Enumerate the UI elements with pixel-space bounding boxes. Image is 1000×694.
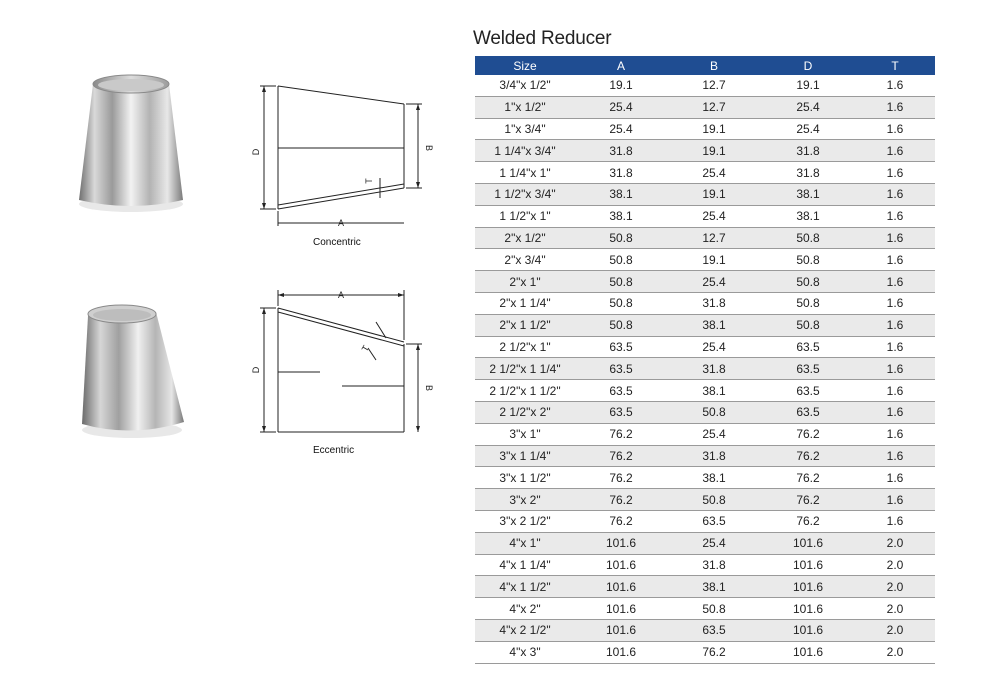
cell-a: 101.6 xyxy=(575,598,667,620)
concentric-dim-b: B xyxy=(424,144,434,152)
cell-t: 2.0 xyxy=(855,576,935,598)
header-size: Size xyxy=(475,56,575,75)
cell-t: 1.6 xyxy=(855,183,935,205)
cell-size: 1 1/2"x 3/4" xyxy=(475,183,575,205)
cell-b: 12.7 xyxy=(667,227,761,249)
table-header-row xyxy=(475,56,935,75)
cell-d: 63.5 xyxy=(761,380,855,402)
cell-b: 50.8 xyxy=(667,598,761,620)
cell-t: 1.6 xyxy=(855,249,935,271)
cell-b: 31.8 xyxy=(667,445,761,467)
table-row xyxy=(475,162,935,184)
cell-d: 25.4 xyxy=(761,118,855,140)
cell-t: 1.6 xyxy=(855,118,935,140)
cell-a: 19.1 xyxy=(575,75,667,96)
cell-t: 1.6 xyxy=(855,445,935,467)
cell-b: 25.4 xyxy=(667,423,761,445)
cell-t: 1.6 xyxy=(855,205,935,227)
cell-a: 50.8 xyxy=(575,271,667,293)
cell-a: 38.1 xyxy=(575,183,667,205)
concentric-diagram xyxy=(250,78,434,228)
eccentric-caption: Eccentric xyxy=(313,445,355,456)
cell-b: 12.7 xyxy=(667,75,761,96)
table-row xyxy=(475,445,935,467)
table-row xyxy=(475,423,935,445)
cell-b: 38.1 xyxy=(667,380,761,402)
concentric-dim-t: T xyxy=(364,178,374,184)
cell-t: 1.6 xyxy=(855,510,935,532)
cell-a: 25.4 xyxy=(575,118,667,140)
cell-a: 101.6 xyxy=(575,554,667,576)
table-row xyxy=(475,96,935,118)
table-row xyxy=(475,140,935,162)
cell-a: 50.8 xyxy=(575,249,667,271)
cell-t: 1.6 xyxy=(855,336,935,358)
cell-a: 101.6 xyxy=(575,641,667,663)
eccentric-dim-t: T xyxy=(359,343,372,354)
table-row xyxy=(475,314,935,336)
cell-a: 101.6 xyxy=(575,576,667,598)
table-row xyxy=(475,641,935,663)
cell-t: 1.6 xyxy=(855,292,935,314)
cell-size: 2"x 1 1/4" xyxy=(475,292,575,314)
table-row xyxy=(475,75,935,96)
cell-b: 31.8 xyxy=(667,358,761,380)
cell-a: 50.8 xyxy=(575,292,667,314)
page-title: Welded Reducer xyxy=(473,28,612,49)
cell-b: 25.4 xyxy=(667,162,761,184)
cell-d: 19.1 xyxy=(761,75,855,96)
table-row xyxy=(475,380,935,402)
cell-size: 2"x 1/2" xyxy=(475,227,575,249)
table-row xyxy=(475,532,935,554)
cell-size: 3/4"x 1/2" xyxy=(475,75,575,96)
welded-reducer-table xyxy=(475,56,935,664)
table-row xyxy=(475,118,935,140)
cell-d: 101.6 xyxy=(761,641,855,663)
header-t: T xyxy=(855,56,935,75)
cell-size: 2"x 3/4" xyxy=(475,249,575,271)
table-row xyxy=(475,249,935,271)
cell-size: 4"x 3" xyxy=(475,641,575,663)
cell-t: 1.6 xyxy=(855,489,935,511)
cell-size: 2"x 1 1/2" xyxy=(475,314,575,336)
cell-t: 1.6 xyxy=(855,75,935,96)
cell-d: 101.6 xyxy=(761,532,855,554)
table-row xyxy=(475,576,935,598)
cell-size: 1"x 3/4" xyxy=(475,118,575,140)
cell-a: 50.8 xyxy=(575,314,667,336)
cell-b: 19.1 xyxy=(667,118,761,140)
cell-a: 63.5 xyxy=(575,401,667,423)
concentric-dim-d: D xyxy=(251,148,261,156)
cell-b: 31.8 xyxy=(667,554,761,576)
table-row xyxy=(475,489,935,511)
table-row xyxy=(475,619,935,641)
cell-size: 4"x 1 1/4" xyxy=(475,554,575,576)
cell-t: 1.6 xyxy=(855,423,935,445)
cell-b: 19.1 xyxy=(667,183,761,205)
cell-a: 63.5 xyxy=(575,358,667,380)
cell-size: 2 1/2"x 1 1/2" xyxy=(475,380,575,402)
cell-b: 25.4 xyxy=(667,205,761,227)
table-row xyxy=(475,358,935,380)
eccentric-dim-b: B xyxy=(424,384,434,392)
cell-d: 63.5 xyxy=(761,336,855,358)
cell-t: 1.6 xyxy=(855,96,935,118)
cell-size: 3"x 2 1/2" xyxy=(475,510,575,532)
table-row xyxy=(475,467,935,489)
table-row xyxy=(475,554,935,576)
cell-t: 1.6 xyxy=(855,467,935,489)
cell-b: 76.2 xyxy=(667,641,761,663)
cell-size: 4"x 1" xyxy=(475,532,575,554)
cell-size: 4"x 2" xyxy=(475,598,575,620)
cell-t: 2.0 xyxy=(855,598,935,620)
cell-d: 76.2 xyxy=(761,489,855,511)
cell-t: 2.0 xyxy=(855,532,935,554)
cell-d: 63.5 xyxy=(761,358,855,380)
cell-size: 4"x 1 1/2" xyxy=(475,576,575,598)
cell-t: 1.6 xyxy=(855,314,935,336)
cell-b: 63.5 xyxy=(667,619,761,641)
cell-d: 76.2 xyxy=(761,467,855,489)
table-row xyxy=(475,227,935,249)
eccentric-dim-a: A xyxy=(337,290,345,300)
cell-d: 50.8 xyxy=(761,227,855,249)
cell-d: 38.1 xyxy=(761,183,855,205)
cell-b: 19.1 xyxy=(667,140,761,162)
cell-d: 31.8 xyxy=(761,140,855,162)
cell-size: 3"x 2" xyxy=(475,489,575,511)
cell-t: 1.6 xyxy=(855,162,935,184)
table-row xyxy=(475,401,935,423)
cell-t: 1.6 xyxy=(855,140,935,162)
cell-a: 31.8 xyxy=(575,140,667,162)
cell-a: 63.5 xyxy=(575,336,667,358)
cell-a: 76.2 xyxy=(575,467,667,489)
cell-a: 38.1 xyxy=(575,205,667,227)
eccentric-diagram xyxy=(250,286,434,436)
cell-d: 38.1 xyxy=(761,205,855,227)
cell-b: 25.4 xyxy=(667,532,761,554)
cell-t: 1.6 xyxy=(855,358,935,380)
concentric-caption: Concentric xyxy=(313,237,361,248)
cell-d: 76.2 xyxy=(761,510,855,532)
cell-size: 4"x 2 1/2" xyxy=(475,619,575,641)
cell-d: 101.6 xyxy=(761,576,855,598)
cell-a: 63.5 xyxy=(575,380,667,402)
cell-a: 31.8 xyxy=(575,162,667,184)
cell-a: 50.8 xyxy=(575,227,667,249)
table-row xyxy=(475,336,935,358)
cell-size: 2 1/2"x 1 1/4" xyxy=(475,358,575,380)
concentric-reducer-photo xyxy=(76,72,186,214)
cell-a: 76.2 xyxy=(575,423,667,445)
table-row xyxy=(475,510,935,532)
cell-b: 12.7 xyxy=(667,96,761,118)
cell-d: 63.5 xyxy=(761,401,855,423)
header-a: A xyxy=(575,56,667,75)
cell-a: 101.6 xyxy=(575,532,667,554)
cell-d: 50.8 xyxy=(761,292,855,314)
table-row xyxy=(475,205,935,227)
cell-b: 38.1 xyxy=(667,467,761,489)
cell-d: 50.8 xyxy=(761,314,855,336)
cell-b: 50.8 xyxy=(667,401,761,423)
cell-b: 19.1 xyxy=(667,249,761,271)
cell-b: 63.5 xyxy=(667,510,761,532)
cell-size: 2 1/2"x 1" xyxy=(475,336,575,358)
cell-t: 1.6 xyxy=(855,227,935,249)
cell-d: 76.2 xyxy=(761,423,855,445)
table-row xyxy=(475,183,935,205)
cell-b: 25.4 xyxy=(667,271,761,293)
cell-d: 101.6 xyxy=(761,619,855,641)
cell-b: 25.4 xyxy=(667,336,761,358)
table-row xyxy=(475,598,935,620)
cell-t: 1.6 xyxy=(855,380,935,402)
cell-t: 2.0 xyxy=(855,554,935,576)
cell-a: 101.6 xyxy=(575,619,667,641)
cell-t: 2.0 xyxy=(855,641,935,663)
eccentric-dim-d: D xyxy=(251,366,261,374)
cell-d: 25.4 xyxy=(761,96,855,118)
cell-d: 50.8 xyxy=(761,249,855,271)
cell-size: 3"x 1 1/4" xyxy=(475,445,575,467)
eccentric-reducer-photo xyxy=(80,298,190,440)
cell-size: 1"x 1/2" xyxy=(475,96,575,118)
table-body xyxy=(475,75,935,663)
cell-a: 76.2 xyxy=(575,489,667,511)
cell-size: 3"x 1" xyxy=(475,423,575,445)
table-row xyxy=(475,292,935,314)
cell-size: 2"x 1" xyxy=(475,271,575,293)
cell-a: 76.2 xyxy=(575,510,667,532)
cell-d: 101.6 xyxy=(761,554,855,576)
cell-d: 76.2 xyxy=(761,445,855,467)
cell-size: 2 1/2"x 2" xyxy=(475,401,575,423)
cell-d: 50.8 xyxy=(761,271,855,293)
cell-size: 1 1/4"x 3/4" xyxy=(475,140,575,162)
cell-t: 2.0 xyxy=(855,619,935,641)
cell-a: 76.2 xyxy=(575,445,667,467)
cell-size: 1 1/4"x 1" xyxy=(475,162,575,184)
cell-size: 1 1/2"x 1" xyxy=(475,205,575,227)
header-b: B xyxy=(667,56,761,75)
cell-b: 31.8 xyxy=(667,292,761,314)
cell-d: 101.6 xyxy=(761,598,855,620)
table-row xyxy=(475,271,935,293)
cell-b: 50.8 xyxy=(667,489,761,511)
cell-b: 38.1 xyxy=(667,314,761,336)
cell-d: 31.8 xyxy=(761,162,855,184)
cell-a: 25.4 xyxy=(575,96,667,118)
cell-t: 1.6 xyxy=(855,271,935,293)
cell-b: 38.1 xyxy=(667,576,761,598)
cell-size: 3"x 1 1/2" xyxy=(475,467,575,489)
cell-t: 1.6 xyxy=(855,401,935,423)
concentric-dim-a: A xyxy=(337,218,345,228)
header-d: D xyxy=(761,56,855,75)
